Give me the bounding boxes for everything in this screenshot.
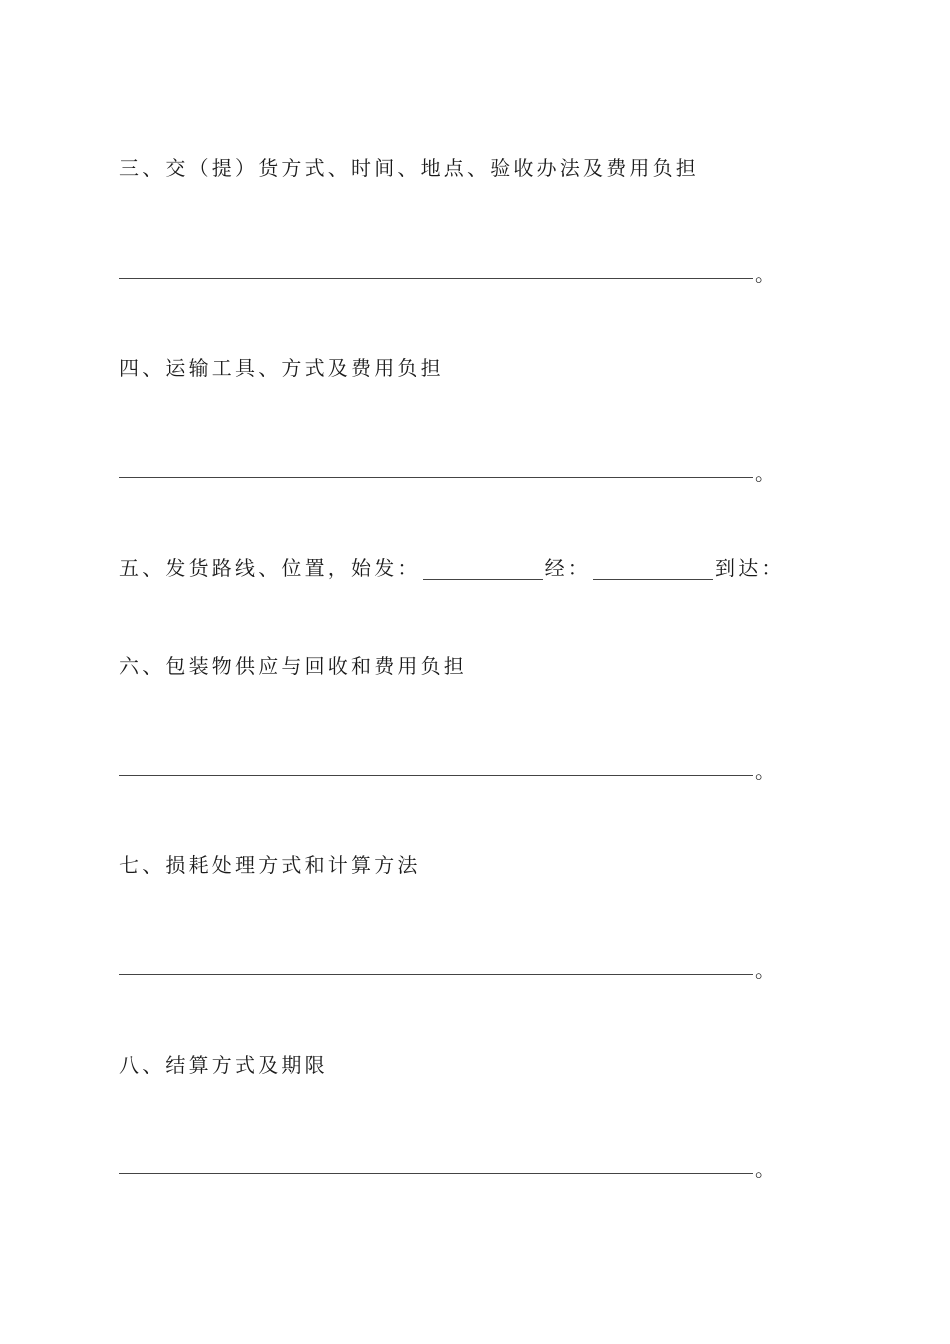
fill-line-3[interactable]	[119, 278, 753, 279]
section-heading-3: 三、交（提）货方式、时间、地点、验收办法及费用负担	[119, 156, 699, 180]
fill-line-7[interactable]	[119, 974, 753, 975]
section-heading-6: 六、包装物供应与回收和费用负担	[119, 654, 467, 678]
fill-line-4[interactable]	[119, 477, 753, 478]
section-heading-8: 八、结算方式及期限	[119, 1053, 328, 1077]
end-mark-7: 。	[755, 958, 775, 982]
end-mark-8: 。	[755, 1157, 775, 1181]
route-via-blank[interactable]	[593, 559, 713, 580]
section-heading-7: 七、损耗处理方式和计算方法	[119, 853, 421, 877]
end-mark-4: 。	[755, 461, 775, 485]
section-heading-4: 四、运输工具、方式及费用负担	[119, 356, 444, 380]
route-origin-label: 五、发货路线、位置，始发：	[119, 556, 421, 580]
end-mark-3: 。	[755, 262, 775, 286]
route-row	[119, 556, 785, 580]
fill-line-8[interactable]	[119, 1173, 753, 1174]
fill-line-6[interactable]	[119, 775, 753, 776]
route-arrive-label: 到达：	[715, 556, 785, 580]
end-mark-6: 。	[755, 759, 775, 783]
route-origin-blank[interactable]	[423, 559, 543, 580]
route-via-label: 经：	[544, 556, 592, 580]
